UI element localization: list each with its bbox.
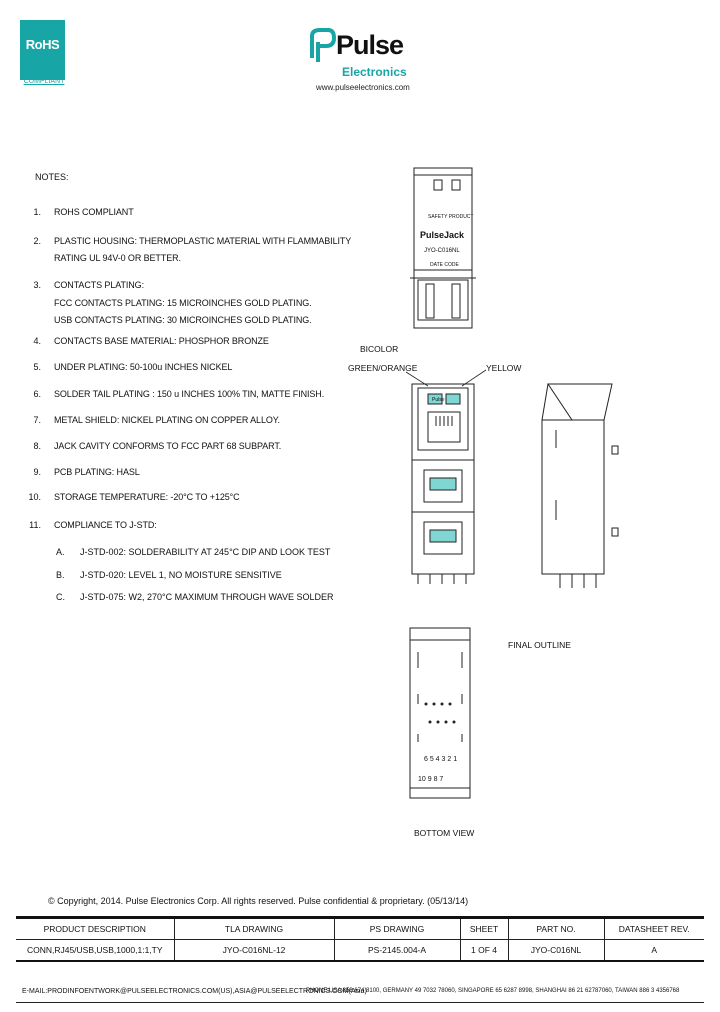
pulse-logo-icon xyxy=(312,30,334,62)
top-view-code-label: DATE CODE xyxy=(430,262,459,268)
note-number: 9. xyxy=(33,467,41,477)
title-block-value: CONN,RJ45/USB,USB,1000,1:1,TY xyxy=(16,940,174,962)
notes-title: NOTES: xyxy=(35,172,69,182)
title-block-header: PS DRAWING xyxy=(334,918,460,940)
note-text: COMPLIANCE TO J-STD: xyxy=(54,520,157,530)
note-number: 6. xyxy=(33,389,41,399)
note-text: PCB PLATING: HASL xyxy=(54,467,140,477)
top-view-small-label: SAFETY PRODUCT xyxy=(428,214,474,220)
sub-note-text: J-STD-075: W2, 270°C MAXIMUM THROUGH WAVE SOLDER xyxy=(80,592,334,602)
note-text: USB CONTACTS PLATING: 30 MICROINCHES GOLD PLATING. xyxy=(54,315,312,325)
footer-divider xyxy=(16,1002,704,1003)
note-number: 3. xyxy=(33,280,41,290)
title-block-value: JYO-C016NL xyxy=(508,940,604,962)
rohs-title: RoHS xyxy=(25,37,60,52)
note-text: RATING UL 94V-0 OR BETTER. xyxy=(54,253,181,263)
bottom-view-drawing xyxy=(410,628,470,798)
title-block-header: DATASHEET REV. xyxy=(604,918,704,940)
copyright-text: © Copyright, 2014. Pulse Electronics Corp. All rights reserved. Pulse confidential & proprietary. (05/13/14) xyxy=(48,896,469,906)
note-text: STORAGE TEMPERATURE: -20°C TO +125°C xyxy=(54,492,240,502)
note-number: 5. xyxy=(33,362,41,372)
final-outline-label: FINAL OUTLINE xyxy=(508,640,571,650)
note-text: CONTACTS BASE MATERIAL: PHOSPHOR BRONZE xyxy=(54,336,269,346)
note-number: 7. xyxy=(33,415,41,425)
note-text: PLASTIC HOUSING: THERMOPLASTIC MATERIAL WITH FLAMMABILITY xyxy=(54,236,352,246)
title-block-header: PRODUCT DESCRIPTION xyxy=(16,918,174,940)
brand-url: www.pulseelectronics.com xyxy=(316,83,410,92)
title-block-value: 1 OF 4 xyxy=(460,940,508,962)
note-number: 10. xyxy=(28,492,41,502)
title-block-header-row xyxy=(16,918,704,940)
sub-note-text: J-STD-002: SOLDERABILITY AT 245°C DIP AND LOOK TEST xyxy=(80,547,331,557)
footer-phones: PHONE:USA 858 674 8100, GERMANY 49 7032 78060, SINGAPORE 65 6287 8998, SHANGHAI 86 21 62787060, TAIWAN 886 3 4356768 xyxy=(306,988,680,994)
note-number: 8. xyxy=(33,441,41,451)
footer-email: E-MAIL:PRODINFOENTWORK@PULSEELECTRONICS.COM(US),ASIA@PULSEELECTRONICS.COM(Asia) xyxy=(22,988,367,995)
svg-text:Pulse: Pulse xyxy=(432,397,445,403)
bicolor-color-label: GREEN/ORANGE xyxy=(348,363,418,373)
top-view-part-label: JYO-C016NL xyxy=(424,248,460,254)
title-block-header: TLA DRAWING xyxy=(174,918,334,940)
note-number: 1. xyxy=(33,207,41,217)
note-text: UNDER PLATING: 50-100u INCHES NICKEL xyxy=(54,362,233,372)
note-text: ROHS COMPLIANT xyxy=(54,207,134,217)
title-block-table xyxy=(16,916,704,962)
bicolor-label: BICOLOR xyxy=(360,344,399,354)
note-text: SOLDER TAIL PLATING : 150 u INCHES 100% TIN, MATTE FINISH. xyxy=(54,389,325,399)
brand-sub: Electronics xyxy=(342,65,407,79)
note-number: 4. xyxy=(33,336,41,346)
title-block-header: PART NO. xyxy=(508,918,604,940)
note-number: 2. xyxy=(33,236,41,246)
top-view-brand-label: PulseJack xyxy=(420,230,465,240)
front-view-drawing xyxy=(412,384,474,584)
note-text: CONTACTS PLATING: xyxy=(54,280,144,290)
side-view-drawing xyxy=(542,384,618,588)
bottom-view-label: BOTTOM VIEW xyxy=(414,828,475,838)
brand-name: Pulse xyxy=(336,30,404,60)
note-text: METAL SHIELD: NICKEL PLATING ON COPPER ALLOY. xyxy=(54,415,280,425)
rohs-subtitle: COMPLIANT xyxy=(23,78,65,85)
sub-note-letter: C. xyxy=(56,592,65,602)
sub-note-text: J-STD-020: LEVEL 1, NO MOISTURE SENSITIVE xyxy=(80,570,282,580)
pin-numbers-top: 6 5 4 3 2 1 xyxy=(424,756,458,763)
note-text: FCC CONTACTS PLATING: 15 MICROINCHES GOLD PLATING. xyxy=(54,298,312,308)
title-block-value: A xyxy=(604,940,704,962)
sub-note-letter: B. xyxy=(56,570,65,580)
title-block-value: PS-2145.004-A xyxy=(334,940,460,962)
sub-note-letter: A. xyxy=(56,547,65,557)
note-text: JACK CAVITY CONFORMS TO FCC PART 68 SUBPART. xyxy=(54,441,282,451)
pin-numbers-bottom: 10 9 8 7 xyxy=(418,776,444,783)
note-number: 11. xyxy=(29,520,41,530)
title-block-value: JYO-C016NL-12 xyxy=(174,940,334,962)
title-block-header: SHEET xyxy=(460,918,508,940)
title-block-value-row xyxy=(16,940,704,962)
yellow-label: YELLOW xyxy=(486,363,522,373)
